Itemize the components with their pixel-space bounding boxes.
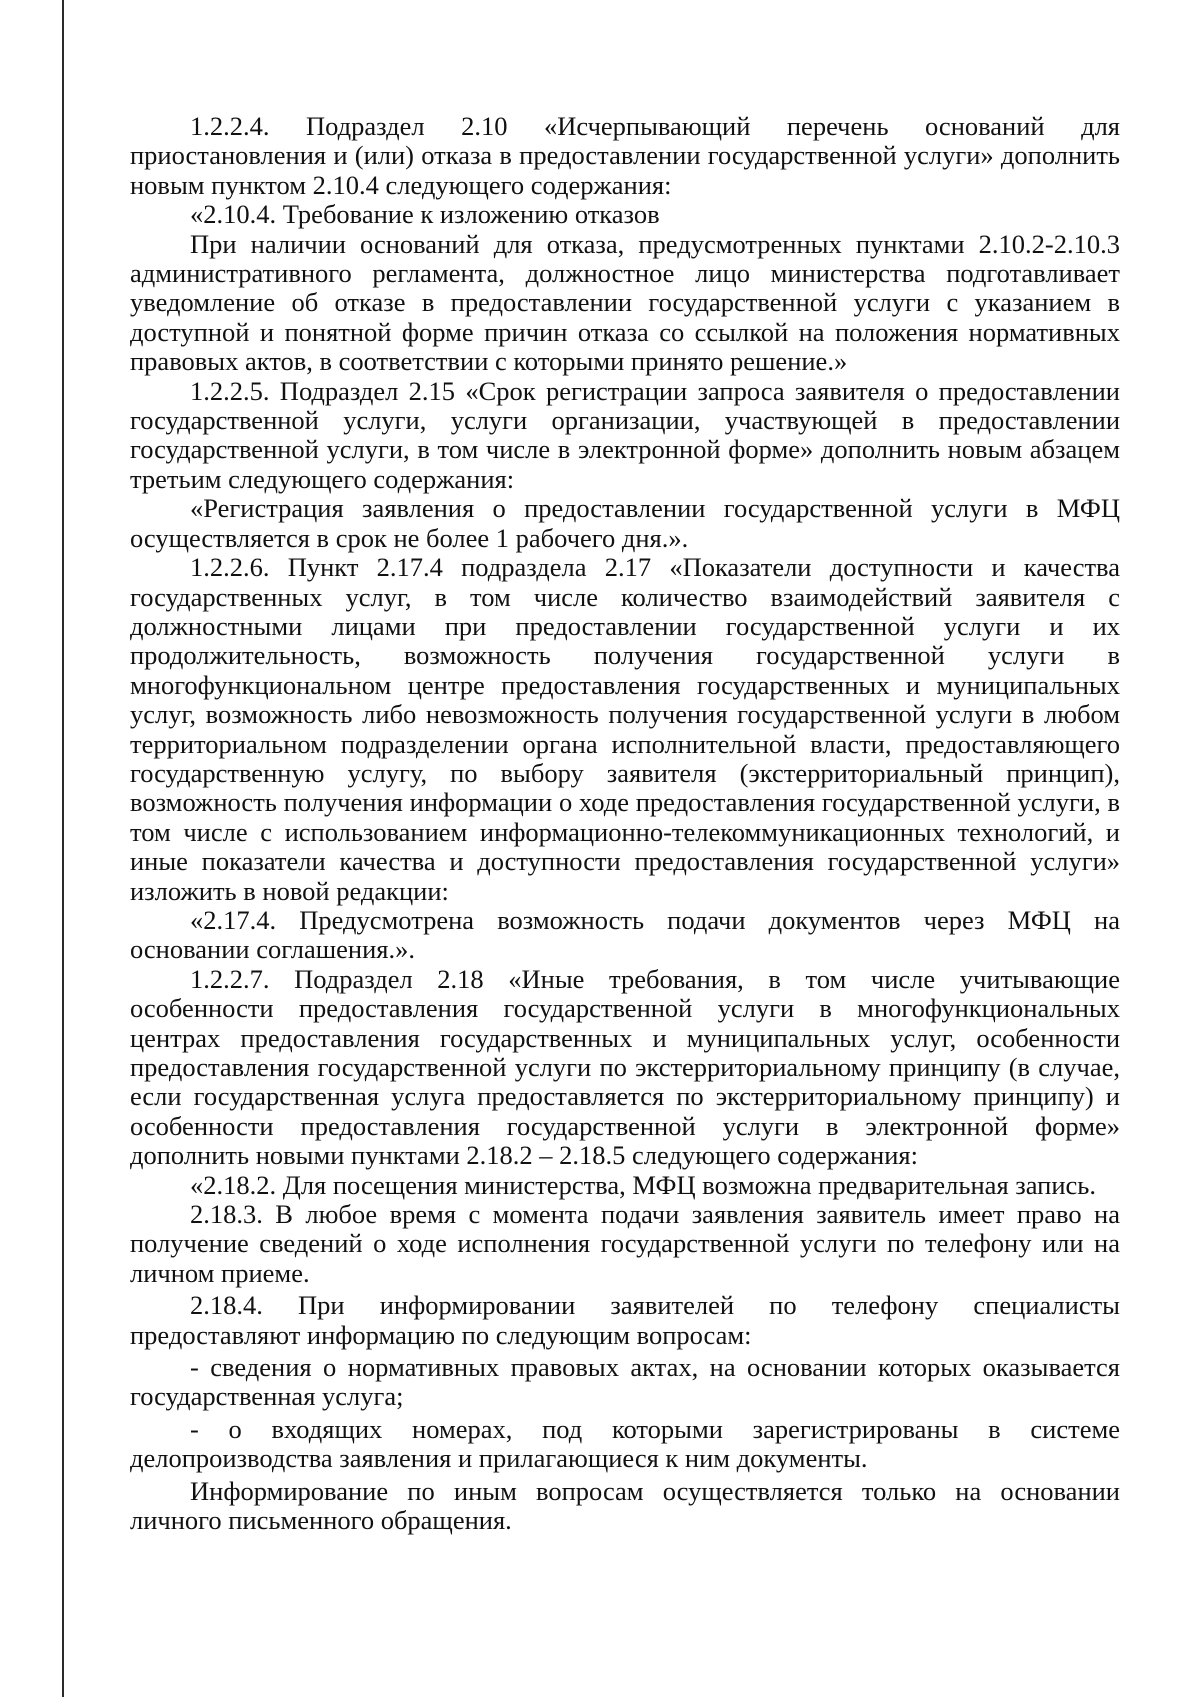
paragraph-1-2-2-5: 1.2.2.5. Подраздел 2.15 «Срок регистрации запроса заявителя о предоставлении государственной услуги, услуги организации, участвующей в предоставлении государственной услуги, в том числе в электронной форме» дополнить новым абзацем третьим следующего содержания: [130, 375, 1120, 494]
paragraph-1-2-2-4: 1.2.2.4. Подраздел 2.10 «Исчерпывающий перечень оснований для приостановления и (или) отказа в предоставлении государственной услуги» дополнить новым пунктом 2.10.4 следующего содержания: [130, 111, 1120, 200]
list-item-incoming-numbers: - о входящих номерах, под которыми зарегистрированы в системе делопроизводства заявления и прилагающиеся к ним документы. [130, 1413, 1120, 1474]
list-item-legal-acts: - сведения о нормативных правовых актах, на основании которых оказывается государственная услуга; [130, 1352, 1120, 1412]
paragraph-registration: «Регистрация заявления о предоставлении государственной услуги в МФЦ осуществляется в срок не более 1 рабочего дня.». [130, 493, 1120, 553]
paragraph-2-17-4: «2.17.4. Предусмотрена возможность подачи документов через МФЦ на основании соглашения.». [130, 904, 1120, 965]
paragraph-1-2-2-6: 1.2.2.6. Пункт 2.17.4 подраздела 2.17 «Показатели доступности и качества государственных услуг, в том числе количество взаимодействий заявителя с должностными лицами при предоставлении государственной услуги и их продолжительность, возможность получения государственной услуги в многофункциональном центре предоставления государственных и муниципальных услуг, возможность либо невозможность получения государственной услуги в любом территориальном подразделении органа исполнительной власти, предоставляющего государственную услугу, по выбору заявителя (экстерриториальный принцип), возможность получения информации о ходе предоставления государственной услуги, в том числе с использованием информационно-телекоммуникационных технологий, и иные показатели качества и доступности предоставления государственной услуги» изложить в новой редакции: [130, 552, 1120, 906]
paragraph-1-2-2-7: 1.2.2.7. Подраздел 2.18 «Иные требования, в том числе учитывающие особенности предоставления государственной услуги в многофункциональных центрах предоставления государственных и муниципальных услуг, особенности предоставления государственной услуги по экстерриториальному принципу (в случае, если государственная услуга предоставляется по экстерриториальному принципу) и особенности предоставления государственной услуги в электронной форме» дополнить новыми пунктами 2.18.2 – 2.18.5 следующего содержания: [130, 963, 1120, 1171]
paragraph-2-18-2: «2.18.2. Для посещения министерства, МФЦ возможна предварительная запись. [190, 1169, 1096, 1200]
paragraph-other-questions: Информирование по иным вопросам осуществляется только на основании личного письменного обращения. [130, 1475, 1120, 1536]
paragraph-2-10-4-text: При наличии оснований для отказа, предусмотренных пунктами 2.10.2-2.10.3 административного регламента, должностное лицо министерства подготавливает уведомление об отказе в предоставлении государственной услуги с указанием в доступной и понятной форме причин отказа со ссылкой на положения нормативных правовых актов, в соответствии с которыми принято решение.» [130, 228, 1120, 377]
paragraph-2-18-3: 2.18.3. В любое время с момента подачи заявления заявитель имеет право на получение сведений о ходе исполнения государственной услуги по телефону или на личном приеме. [130, 1199, 1120, 1288]
paragraph-2-10-4-heading: «2.10.4. Требование к изложению отказов [190, 199, 660, 230]
left-margin-line [62, 0, 64, 1697]
document-body [130, 112, 1120, 1536]
paragraph-2-18-4: 2.18.4. При информировании заявителей по телефону специалисты предоставляют информацию по следующим вопросам: [130, 1290, 1120, 1350]
